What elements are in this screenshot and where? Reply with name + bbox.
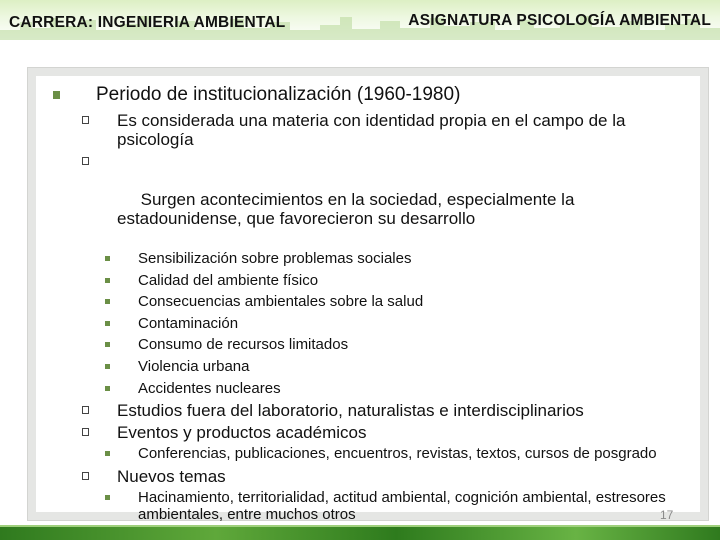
sub-list-item bbox=[43, 250, 700, 267]
heading-item bbox=[43, 84, 700, 106]
list-item bbox=[43, 401, 700, 420]
career-title: CARRERA: INGENIERIA AMBIENTAL bbox=[9, 14, 286, 31]
sub-list-item bbox=[43, 489, 700, 523]
item-text: Accidentes nucleares bbox=[138, 379, 281, 397]
item-text: Violencia urbana bbox=[138, 357, 250, 375]
square-bullet-icon bbox=[53, 91, 60, 99]
square-bullet-icon bbox=[105, 321, 110, 326]
footer-bar bbox=[0, 527, 720, 540]
item-text: Estudios fuera del laboratorio, naturalistas e interdisciplinarios bbox=[117, 401, 584, 421]
list-item bbox=[43, 467, 700, 486]
list-item bbox=[43, 111, 700, 149]
square-bullet-icon bbox=[105, 278, 110, 283]
item-text: Es considerada una materia con identidad propia en el campo de la psicología bbox=[117, 111, 626, 149]
square-bullet-icon bbox=[105, 299, 110, 304]
item-text: Eventos y productos académicos bbox=[117, 423, 367, 443]
item-text: Sensibilización sobre problemas sociales bbox=[138, 250, 412, 267]
item-text: Conferencias, publicaciones, encuentros, revistas, textos, cursos de posgrado bbox=[138, 445, 657, 463]
sub-list-item bbox=[43, 445, 700, 462]
hollow-square-bullet-icon bbox=[82, 406, 89, 414]
page-number: 17 bbox=[660, 508, 674, 522]
item-text: Consumo de recursos limitados bbox=[138, 336, 349, 354]
square-bullet-icon bbox=[105, 495, 110, 500]
square-bullet-icon bbox=[105, 256, 110, 261]
list-item bbox=[43, 152, 700, 247]
subject-title: ASIGNATURA PSICOLOGÍA AMBIENTAL bbox=[408, 12, 711, 29]
sub-list-item bbox=[43, 336, 700, 353]
heading-text: Periodo de institucionalización (1960-1980) bbox=[96, 84, 461, 105]
square-bullet-icon bbox=[105, 451, 110, 456]
item-text: Contaminación bbox=[138, 314, 239, 332]
list-item bbox=[43, 423, 700, 442]
item-text: Hacinamiento, territorialidad, actitud ambiental, cognición ambiental, estresores ambientales, entre muchos otros bbox=[138, 488, 666, 523]
hollow-square-bullet-icon bbox=[82, 428, 89, 436]
square-bullet-icon bbox=[105, 364, 110, 369]
slide-body bbox=[43, 84, 700, 527]
item-text: Surgen acontecimientos en la sociedad, especialmente la estadounidense, que favorecieron su desarrollo bbox=[117, 190, 580, 228]
square-bullet-icon bbox=[105, 342, 110, 347]
hollow-square-bullet-icon bbox=[82, 157, 89, 165]
hollow-square-bullet-icon bbox=[82, 116, 89, 124]
item-text: Nuevos temas bbox=[117, 466, 226, 486]
sub-list-item bbox=[43, 315, 700, 332]
sub-list-item bbox=[43, 380, 700, 397]
item-text: Calidad del ambiente físico bbox=[138, 271, 319, 289]
sub-list-item bbox=[43, 272, 700, 289]
slide-header bbox=[0, 0, 720, 40]
sub-list-item bbox=[43, 293, 700, 310]
hollow-square-bullet-icon bbox=[82, 472, 89, 480]
sub-list-item bbox=[43, 358, 700, 375]
item-text: Consecuencias ambientales sobre la salud bbox=[138, 293, 424, 311]
square-bullet-icon bbox=[105, 386, 110, 391]
